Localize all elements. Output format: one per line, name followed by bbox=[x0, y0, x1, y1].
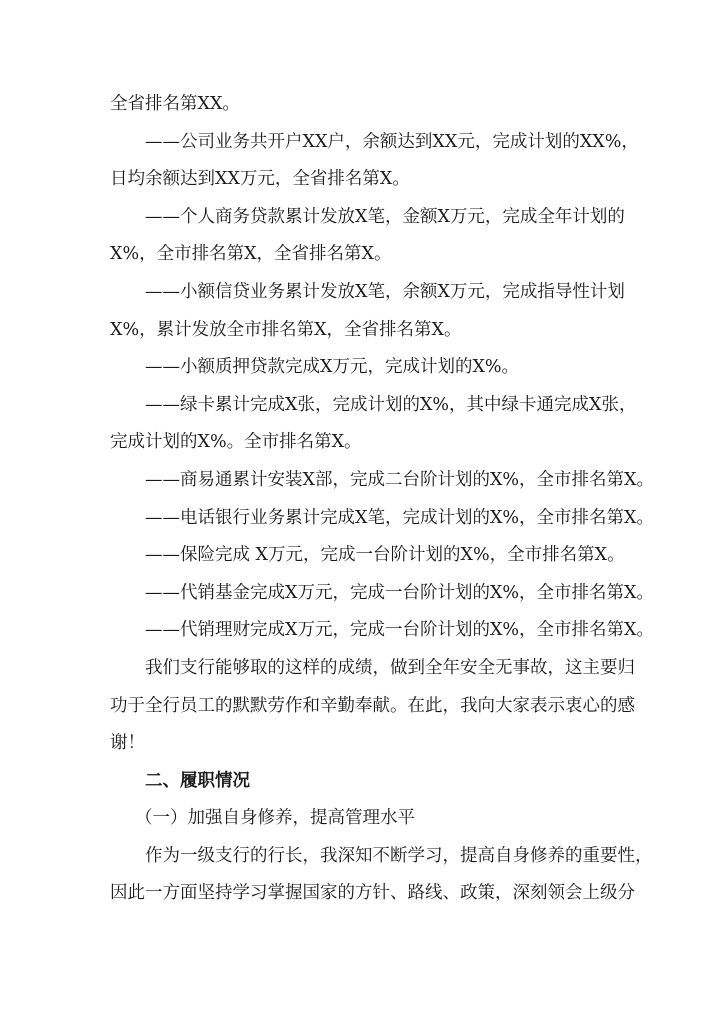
text-line: ——代销基金完成X万元，完成一台阶计划的X%，全市排名第X。 bbox=[145, 582, 655, 603]
text-line: ——个人商务贷款累计发放X笔，金额X万元，完成全年计划的 bbox=[145, 206, 625, 227]
text-line: 完成计划的X%。全市排名第X。 bbox=[110, 432, 362, 453]
document-page bbox=[110, 86, 655, 913]
text-line: 因此一方面坚持学习掌握国家的方针、路线、政策，深刻领会上级分 bbox=[110, 883, 635, 904]
text-line: 全省排名第XX。 bbox=[110, 94, 240, 114]
text-line: 日均余额达到XX万元，全省排名第X。 bbox=[110, 169, 410, 190]
text-line: ——小额信贷业务累计发放X笔，余额X万元，完成指导性计划 bbox=[145, 281, 625, 302]
text-line: 谢！ bbox=[110, 733, 145, 754]
text-line: 功于全行员工的默默劳作和辛勤奉献。在此，我向大家表示衷心的感 bbox=[110, 695, 635, 716]
text-line: （一）加强自身修养，提高管理水平 bbox=[135, 808, 415, 829]
text-line: ——公司业务共开户XX户，余额达到XX元，完成计划的XX%， bbox=[145, 131, 639, 152]
text-line: X%，累计发放全市排名第X，全省排名第X。 bbox=[110, 319, 462, 340]
text-line: 作为一级支行的行长，我深知不断学习，提高自身修养的重要性， bbox=[145, 845, 653, 866]
text-line: ——小额质押贷款完成X万元，完成计划的X%。 bbox=[145, 357, 520, 378]
text-line: X%，全市排名第X，全省排名第X。 bbox=[110, 244, 392, 265]
section-heading: 二、履职情况 bbox=[145, 770, 250, 791]
text-line: ——电话银行业务累计完成X笔，完成计划的X%，全市排名第X。 bbox=[145, 507, 655, 528]
text-line: ——保险完成 X万元，完成一台阶计划的X%，全市排名第X。 bbox=[145, 545, 625, 566]
text-line: ——商易通累计安装X部，完成二台阶计划的X%，全市排名第X。 bbox=[145, 469, 655, 490]
text-line: ——代销理财完成X万元，完成一台阶计划的X%，全市排名第X。 bbox=[145, 620, 655, 641]
text-line: 我们支行能够取的这样的成绩，做到全年安全无事故，这主要归 bbox=[145, 657, 635, 678]
text-line: ——绿卡累计完成X张，完成计划的X%，其中绿卡通完成X张， bbox=[145, 394, 637, 415]
